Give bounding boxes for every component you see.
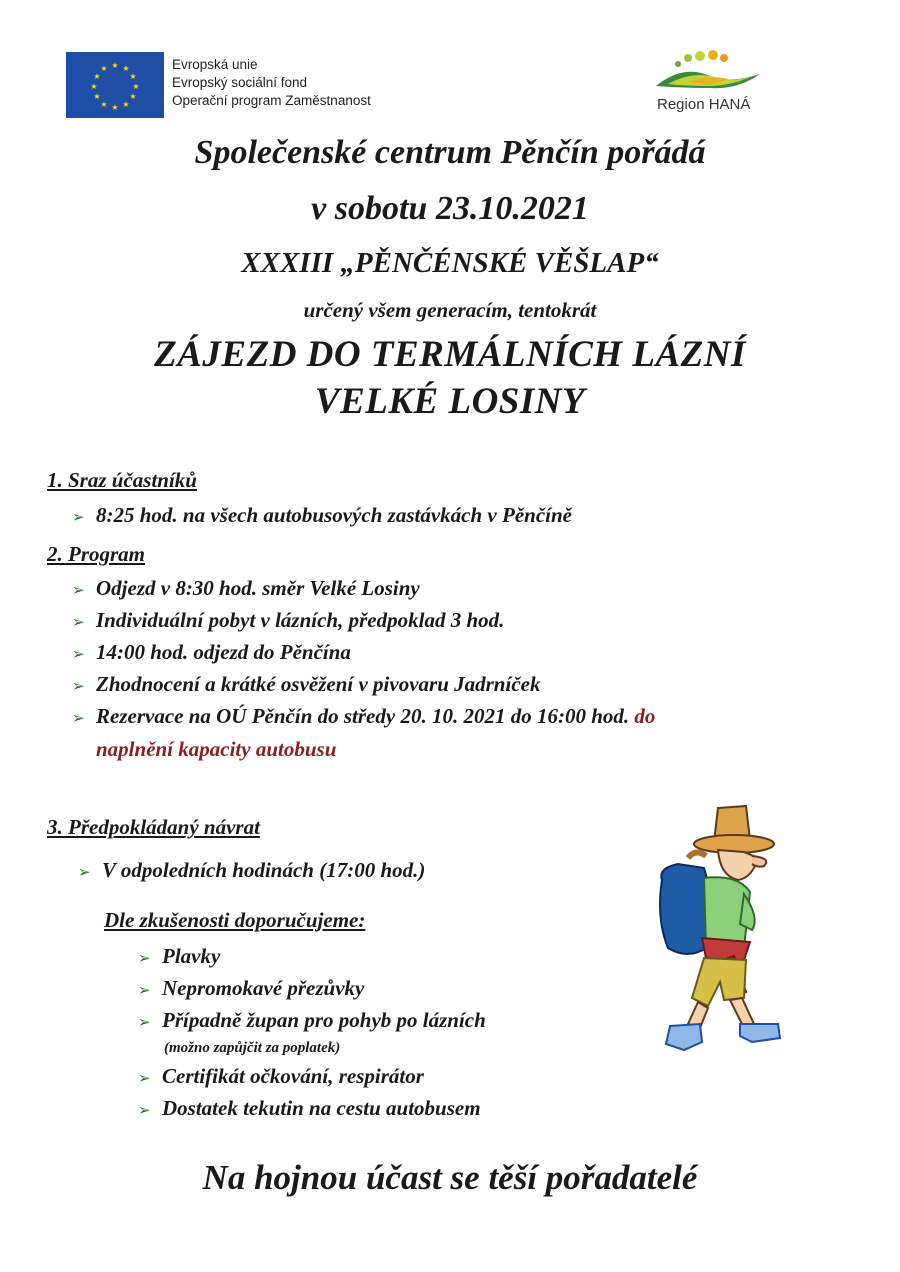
reservation-highlight-2: naplnění kapacity autobusu [96,737,337,761]
svg-text:★: ★ [111,61,119,70]
event-name: XXXIII „PĚNČÉNSKÉ VĚŠLAP“ [241,247,659,279]
arrow-bullet-icon: ➢ [138,949,151,967]
recommendation-item-text: Nepromokavé přezůvky [162,976,365,1000]
reservation-highlight-1: do [634,704,656,728]
svg-text:★: ★ [129,92,137,101]
svg-text:★: ★ [111,103,119,112]
bathrobe-note: (možno zapůjčit za poplatek) [164,1040,341,1056]
eu-line-2: Evropský sociální fond [172,75,308,90]
event-date: v sobotu 23.10.2021 [311,190,589,227]
trip-title-line2: VELKÉ LOSINY [314,381,586,422]
recommendation-item [138,1064,424,1089]
recommendation-item-text: Plavky [162,944,221,968]
svg-text:★: ★ [122,100,130,109]
arrow-bullet-icon: ➢ [72,613,85,631]
eu-flag-icon [66,52,164,118]
eu-line-1: Evropská unie [172,57,258,72]
program-item-text: Odjezd v 8:30 hod. směr Velké Losiny [96,576,420,600]
eu-line-3: Operační program Zaměstnanost [172,93,371,108]
arrow-bullet-icon: ➢ [72,508,85,526]
return-item [78,858,425,883]
program-item-text: Zhodnocení a krátké osvěžení v pivovaru Jadrníček [96,672,541,696]
section-meeting-title: 1. Sraz účastníků [47,468,197,492]
section-return-title: 3. Předpokládaný návrat [47,815,260,839]
recommendation-item [138,976,364,1001]
meeting-item-text: 8:25 hod. na všech autobusových zastávkách v Pěnčíně [96,503,572,527]
return-item-text: V odpoledních hodinách (17:00 hod.) [102,858,426,882]
program-item [72,640,351,665]
program-item [72,576,420,601]
svg-text:★: ★ [122,64,130,73]
arrow-bullet-icon: ➢ [138,981,151,999]
svg-text:★: ★ [132,82,140,91]
program-item [72,672,540,697]
program-item [72,608,504,633]
program-reservation-item [72,704,655,729]
arrow-bullet-icon: ➢ [138,1069,151,1087]
arrow-bullet-icon: ➢ [78,863,91,881]
program-item-text: Individuální pobyt v lázních, předpoklad 3 hod. [96,608,505,632]
eu-program-text [172,56,371,110]
arrow-bullet-icon: ➢ [72,645,85,663]
svg-text:★: ★ [93,92,101,101]
recommendation-item-text: Dostatek tekutin na cestu autobusem [162,1096,481,1120]
svg-text:★: ★ [100,64,108,73]
recommendation-item [138,944,220,969]
recommendation-item-text: Případně župan pro pohyb po lázních [162,1008,486,1032]
hiker-illustration-icon [648,798,788,1058]
event-subtitle: určený všem generacím, tentokrát [303,298,597,322]
trip-title-line1: ZÁJEZD DO TERMÁLNÍCH LÁZNÍ [154,334,746,375]
section-program-title: 2. Program [47,542,146,566]
recommendation-item-text: Certifikát očkování, respirátor [162,1064,424,1088]
reservation-text: Rezervace na OÚ Pěnčín do středy 20. 10. 2021 do 16:00 hod. [96,704,630,728]
arrow-bullet-icon: ➢ [72,581,85,599]
closing-text: Na hojnou účast se těší pořadatelé [202,1158,698,1197]
organizer-heading: Společenské centrum Pěnčín pořádá [194,134,706,171]
arrow-bullet-icon: ➢ [138,1013,151,1031]
meeting-item [72,503,572,528]
recommendations-title: Dle zkušenosti doporučujeme: [104,908,366,932]
arrow-bullet-icon: ➢ [72,709,85,727]
recommendation-item [138,1008,486,1033]
svg-text:★: ★ [129,72,137,81]
region-hana-label: Region HANÁ [657,96,751,113]
program-item-text: 14:00 hod. odjezd do Pěnčína [96,640,351,664]
arrow-bullet-icon: ➢ [72,677,85,695]
svg-text:★: ★ [93,72,101,81]
svg-text:★: ★ [100,100,108,109]
recommendation-item [138,1096,481,1121]
arrow-bullet-icon: ➢ [138,1101,151,1119]
svg-text:★: ★ [90,82,98,91]
